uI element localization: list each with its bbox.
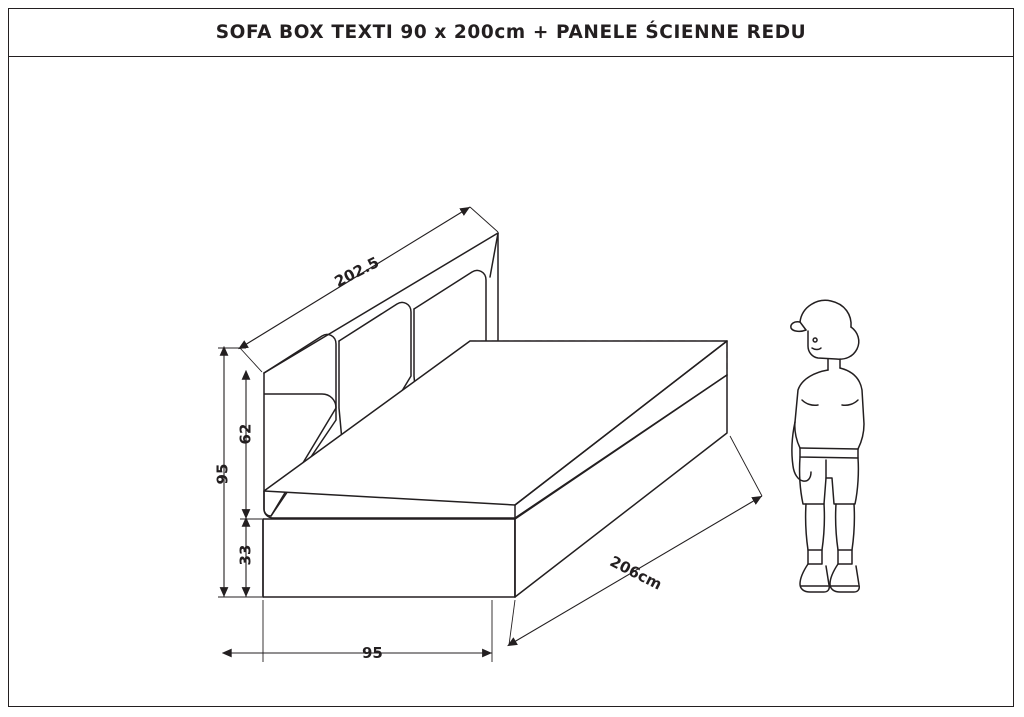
dim-label-length: 206cm	[606, 552, 665, 594]
human-silhouette-figure	[791, 300, 864, 592]
bed-drawing	[263, 233, 727, 597]
dim-label-base-height: 33	[236, 544, 255, 566]
dim-label-panel-height: 62	[236, 423, 255, 445]
dim-label-total-height: 95	[213, 463, 232, 485]
dim-label-panel-diagonal: 202.5	[331, 253, 382, 291]
dim-label-width: 95	[362, 644, 383, 662]
page-title: SOFA BOX TEXTI 90 x 200cm + PANELE ŚCIENNE REDU	[215, 21, 807, 43]
